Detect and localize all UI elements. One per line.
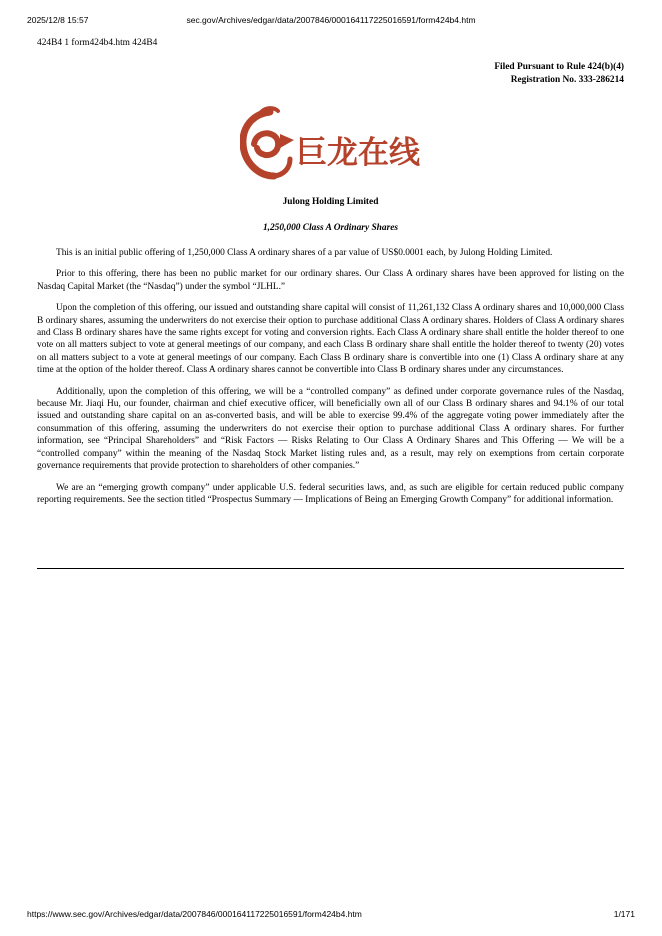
print-date: 2025/12/8 15:57	[27, 15, 89, 25]
print-footer	[27, 909, 635, 923]
company-name: Julong Holding Limited	[282, 197, 379, 207]
paragraph-offering: This is an initial public offering of 1,250,000 Class A ordinary shares of a par value of US$0.0001 each, by Julong Holding Limited.	[56, 248, 553, 258]
document-tag-line: 424B4 1 form424b4.htm 424B4	[37, 38, 158, 48]
print-header	[27, 15, 635, 29]
offering-title: 1,250,000 Class A Ordinary Shares	[262, 223, 399, 233]
print-header-url: sec.gov/Archives/edgar/data/2007846/000164117225016591/form424b4.htm	[186, 15, 476, 25]
filing-notice	[494, 61, 624, 86]
section-divider	[37, 568, 624, 569]
paragraph-share-capital: Upon the completion of this offering, our issued and outstanding share capital will consist of 11,261,132 Class A ordinary shares and 10,000,000 Class B ordinary shares, assuming the underwriters do not exercise their option to purchase additional Class A ordinary shares. Holders of Class A ordinary shares and Class B ordinary shares have the same rights except for voting and conversion rights. Each Class A ordinary share shall entitle the holder thereof to one vote on all matters subject to vote at general meetings of our company, and each Class B ordinary share shall entitle the holder thereof to twenty (20) votes on all matters subject to a vote at general meetings of our company. Each Class B ordinary share is convertible into one (1) Class A ordinary share at any time at the option of the holder thereof. Class A ordinary shares cannot be convertible into Class B ordinary shares under any circumstances.	[37, 303, 624, 376]
page-number: 1/171	[613, 909, 635, 919]
logo-text: 巨龙在线	[296, 135, 421, 171]
prospectus-cover-text	[37, 247, 624, 515]
filed-pursuant-line: Filed Pursuant to Rule 424(b)(4)	[494, 62, 624, 72]
paragraph-emerging-growth: We are an “emerging growth company” under applicable U.S. federal securities laws, and, as such are eligible for certain reduced public company reporting requirements. See the section titled “Prospectus Summary — Implications of Being an Emerging Growth Company” for additional information.	[37, 482, 624, 505]
print-footer-url: https://www.sec.gov/Archives/edgar/data/2007846/000164117225016591/form424b4.htm	[27, 909, 362, 919]
registration-number: Registration No. 333-286214	[510, 74, 624, 85]
paragraph-controlled-company: Additionally, upon the completion of this offering, we will be a “controlled company” as defined under corporate governance rules of the Nasdaq, because Mr. Jiaqi Hu, our founder, chairman and chief executive officer, will beneficially own all of our Class B ordinary shares and 94.1% of our total issued and outstanding share capital on an as-converted basis, and will be able to exercise 99.4% of the aggregate voting power immediately after the consummation of this offering, assuming the underwriters do not exercise their option to purchase additional Class A ordinary shares. For further information, see “Principal Shareholders” and “Risk Factors — Risks Relating to Our Class A Ordinary Shares and This Offering — We will be a “controlled company” within the meaning of the Nasdaq Stock Market listing rules and, as a result, may rely on exemptions from certain corporate governance requirements that provide protection to shareholders of other companies.”	[37, 386, 624, 472]
swirl-eye-icon	[280, 134, 294, 148]
paragraph-listing: Prior to this offering, there has been no public market for our ordinary shares. Our Class A ordinary shares have been approved for listing on the Nasdaq Capital Market (the “Nasdaq”) under the symbol “JLHL.”	[37, 269, 624, 292]
company-logo	[240, 104, 422, 184]
